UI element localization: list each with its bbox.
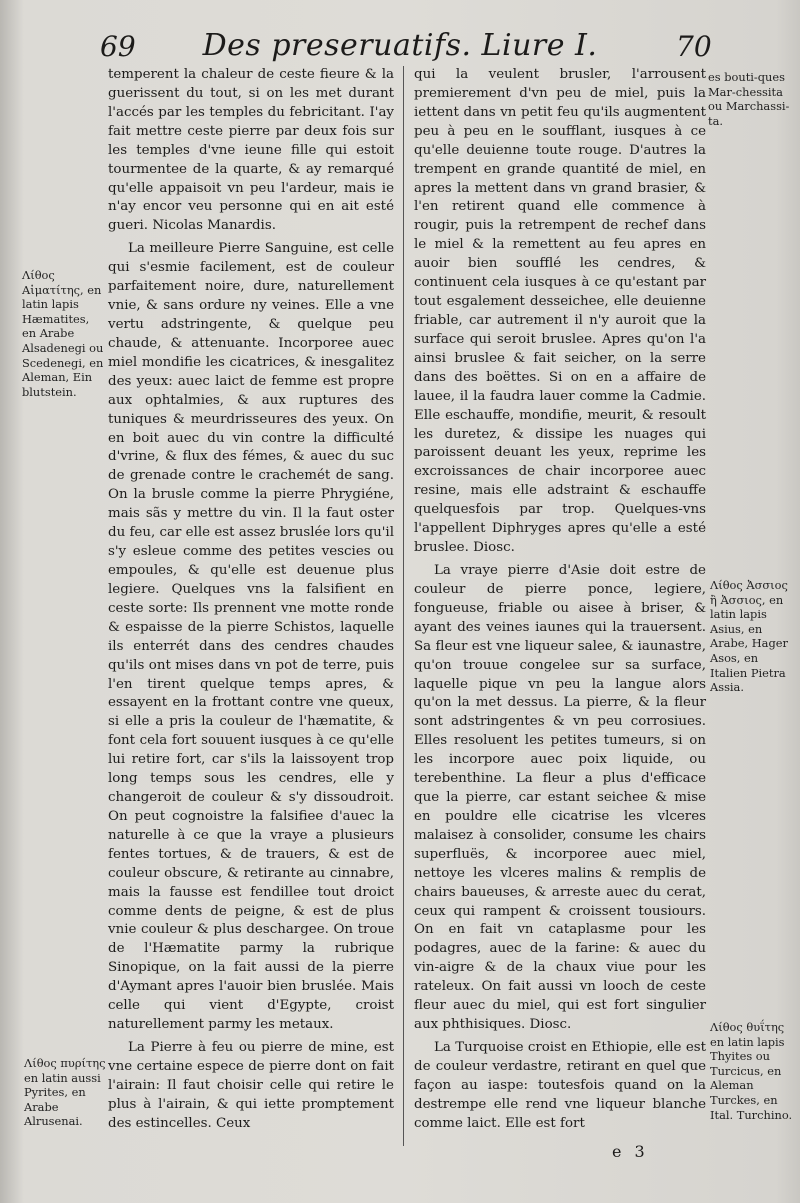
margin-note-thyites: Λίθος θυΐτης en latin lapis Thyites ou Turcicus, en Aleman Turckes, en Ital. Turchino. [710,1020,793,1122]
running-title: Des preseruatifs. Liure I. [202,28,598,63]
page-number-right: 70 [676,30,712,63]
paragraph: qui la veulent brusler, l'arrousent premierement d'vn peu de miel, puis la iettent dans vn petit feu qu'ils augmentent peu à peu en le soufflant, iusques à ce qu'elle deuienne toute rouge. D'autres la trempent en grande quantité de miel, en apres la mettent dans vn grand brasier, & l'en retirent quand elle commence à rougir, puis la retrempent de rechef dans le miel & la remettent au feu apres en auoir bien soufflé les cendres, & continuent cela iusques à ce qu'estant par tout esgalement desseichee, elle deuienne friable, car autrement il n'y auroit que la surface qui seroit bruslee. Apres qu'on l'a ainsi bruslee & fait seicher, on la serre dans des boëttes. Si on en a affaire de lauee, il la faudra lauer comme la Cadmie. Elle eschauffe, mondifie, meurit, & resoult les duretez, & dissipe les nuages qui paroissent deuant les yeux, reprime les excroissances de chair incorporee auec resine, mais elle adstraint & eschauffe quelquesfois par trop. Quelques-vns l'appellent Diphryges apres qu'elle a esté bruslee. Diosc. [414,67,706,556]
paragraph: La Turquoise croist en Ethiopie, elle est de couleur verdastre, retirant en quel que façon au iaspe: toutesfois quand on la destrempe elle rend vne liqueur blanche comme laict. Elle est fort [414,1040,706,1131]
margin-note-haematites: Λίθος Αἱματίτης, en latin lapis Hæmatites, en Arabe Alsadenegi ou Scedenegi, en Aleman, Ein blutstein. [22,268,104,399]
paragraph: La meilleure Pierre Sanguine, est celle qui s'esmie facilement, est de couleur parfaitement noire, dure, naturellement vnie, & sans ordure ny veines. Elle a vne vertu adstringente, & quelque peu chaude, & attenuante. Incorporee auec miel mondifie les cicatrices, & inesgalitez des yeux: auec laict de femme est propre aux ophtalmies, & aux ruptures des tuniques & meurdrisseures des yeux. On en boit auec du vin contre la difficulté d'vrine, & flux des fémes, & auec du suc de grenade contre le crachemét de sang. On la brusle comme la pierre Phrygiéne, mais sãs y mettre du vin. Il la faut oster du feu, car elle est assez bruslée lors qu'il s'y esleue comme des petites vescies ou empoules, & qu'elle est deuenue plus legiere. Quelques vns la falsifient en ceste sorte: Ils prennent vne motte ronde & espaisse de la pierre Schistos, laquelle ils enterrét dans des cendres chaudes qu'ils ont mises dans vn pot de terre, puis l'en tirent quelque temps apres, & essayent en la frottant contre vne queux, si elle a pris la couleur de l'hæmatite, & font cela fort souuent iusques à ce qu'elle lui retire fort, car s'ils la laissoyent trop long temps sous les cendres, elle y changeroit de couleur & s'y dissoudroit. On peut cognoistre la falsifiee d'auec la naturelle à ce que la vraye a plusieurs fentes tortues, & de trauers, & est de couleur obscure, & retirante au cinnabre, mais la fausse est fendillee tout droict comme dents de peigne, & est de plus vnie couleur & plus deschargee. On troue de l'Hæmatite parmy la rubrique Sinopique, on la fait aussi de la pierre d'Aymant apres l'auoir bien bruslée. Mais celle qui vient d'Egypte, croist naturellement parmy les metaux. [108,241,394,1033]
margin-note-asius: Λίθος Ἀσσιος ἢ Ἀσσιος, en latin lapis Asius, en Arabe, Hager Asos, en Italien Pietra Assia. [710,578,788,695]
right-column [414,66,706,1138]
page-number-left: 69 [100,30,136,63]
margin-note-marchassita: es bouti-ques Mar-chessita ou Marchassi-ta. [708,70,790,128]
paragraph: La Pierre à feu ou pierre de mine, est vne certaine espece de pierre dont on fait l'airain: Il faut choisir celle qui retire le plus à l'airain, & qui iette promptement des estincelles. Ceux [108,1040,394,1131]
signature-mark: e 3 [612,1142,649,1161]
column-divider [403,66,404,1146]
margin-note-pyrites: Λίθος πυρίτης en latin aussi Pyrites, en Arabe Alrusenai. [24,1056,106,1129]
paragraph: temperent la chaleur de ceste fieure & la guerissent du tout, si on les met durant l'accés par les temples du febricitant. I'ay fait mettre ceste pierre par deux fois sur les temples d'vne ieune fille qui estoit tourmentee de la quarte, & ay remarqué qu'elle appaisoit vn peu l'ardeur, mais ie n'ay encor veu personne qui en ait esté gueri. Nicolas Manardis. [108,67,394,234]
paragraph: La vraye pierre d'Asie doit estre de couleur de pierre ponce, legiere, fongueuse, friable ou aisee à briser, & ayant des veines iaunes qui la trauersent. Sa fleur est vne liqueur salee, & iaunastre, qu'on trouue congelee sur sa surface, laquelle pique vn peu la langue alors qu'on la met dessus. La pierre, & la fleur sont adstringentes & vn peu corrosiues. Elles resoluent les petites tumeurs, si on les incorpore auec poix liquide, ou terebenthine. La fleur a plus d'efficace que la pierre, car estant seichee & mise en pouldre elle cicatrise les vlceres malaisez à consolider, consume les chairs superfluës, & incorporee auec miel, nettoye les vlceres malins & remplis de chairs baueuses, & arreste auec du cerat, ceux qui rampent & croissent tousiours. On en fait vn cataplasme pour les podagres, auec de la farine: & auec du vin-aigre & de la chaux viue pour les rateleux. On fait aussi vn looch de ceste fleur auec du miel, qui est fort singulier aux phthisiques. Diosc. [414,562,706,1033]
left-column [108,66,394,1138]
